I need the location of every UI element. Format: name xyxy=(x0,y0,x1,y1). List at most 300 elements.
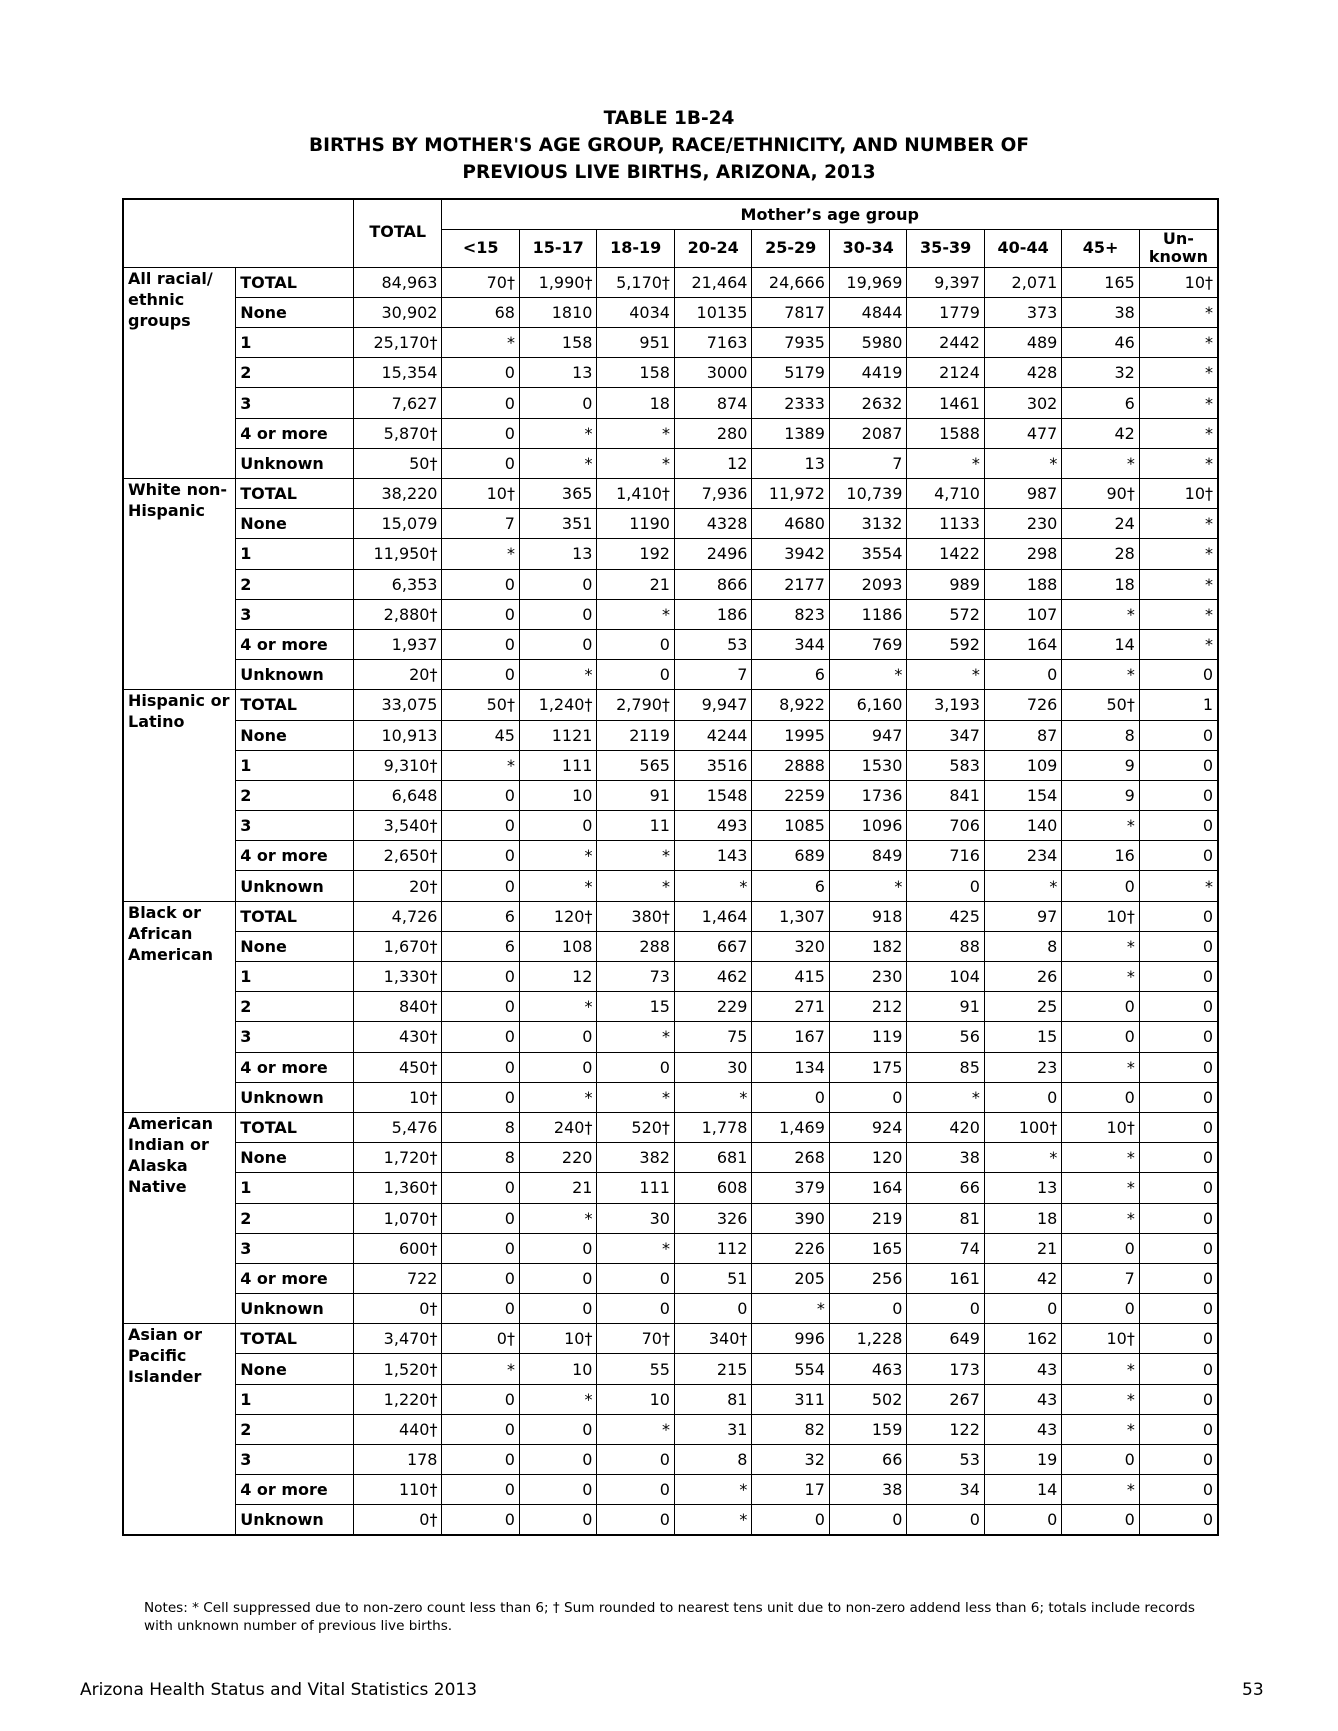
value-cell: * xyxy=(1062,1203,1139,1233)
table-notes: Notes: * Cell suppressed due to non-zero count less than 6; † Sum rounded to nearest tens unit due to non-zero addend less than 6; totals include records with unknown number of previous live births. xyxy=(144,1600,1195,1634)
total-cell: 1,330† xyxy=(353,962,442,992)
value-cell: 1,240† xyxy=(519,690,596,720)
value-cell: 38 xyxy=(907,1143,984,1173)
value-cell: 340† xyxy=(674,1324,751,1354)
value-cell: 0 xyxy=(442,1505,519,1535)
value-cell: * xyxy=(519,660,596,690)
value-cell: 18 xyxy=(597,388,674,418)
value-cell: 493 xyxy=(674,811,751,841)
value-cell: 1133 xyxy=(907,509,984,539)
value-cell: 0 xyxy=(442,660,519,690)
footer-publication: Arizona Health Status and Vital Statistics 2013 xyxy=(80,1680,478,1700)
total-cell: 10,913 xyxy=(353,720,442,750)
table-row xyxy=(123,871,1218,901)
value-cell: 463 xyxy=(829,1354,906,1384)
value-cell: 379 xyxy=(752,1173,829,1203)
total-cell: 38,220 xyxy=(353,479,442,509)
value-cell: 0 xyxy=(1139,901,1218,931)
row-label: 3 xyxy=(236,1022,354,1052)
table-row xyxy=(123,1294,1218,1324)
row-label: 1 xyxy=(236,962,354,992)
table-row xyxy=(123,811,1218,841)
value-cell: 326 xyxy=(674,1203,751,1233)
row-label: 4 or more xyxy=(236,1052,354,1082)
row-label: TOTAL xyxy=(236,1324,354,1354)
value-cell: 28 xyxy=(1062,539,1139,569)
value-cell: * xyxy=(597,871,674,901)
value-cell: * xyxy=(442,328,519,358)
value-cell: 70† xyxy=(597,1324,674,1354)
value-cell: 122 xyxy=(907,1414,984,1444)
value-cell: 0 xyxy=(519,1263,596,1293)
table-row xyxy=(123,1445,1218,1475)
value-cell: 0 xyxy=(1139,1414,1218,1444)
table-row xyxy=(123,750,1218,780)
row-label: 2 xyxy=(236,780,354,810)
value-cell: 0 xyxy=(1139,1324,1218,1354)
value-cell: 373 xyxy=(984,297,1061,327)
value-cell: 0 xyxy=(1062,1233,1139,1263)
race-group-label: White non-Hispanic xyxy=(123,479,236,690)
value-cell: 104 xyxy=(907,962,984,992)
table-row xyxy=(123,1233,1218,1263)
row-label: 3 xyxy=(236,811,354,841)
value-cell: 3000 xyxy=(674,358,751,388)
table-row xyxy=(123,660,1218,690)
table-row xyxy=(123,780,1218,810)
value-cell: * xyxy=(597,1233,674,1263)
value-cell: 0 xyxy=(1139,1082,1218,1112)
value-cell: 1736 xyxy=(829,780,906,810)
value-cell: * xyxy=(1139,328,1218,358)
value-cell: 12 xyxy=(674,448,751,478)
value-cell: 462 xyxy=(674,962,751,992)
value-cell: 73 xyxy=(597,962,674,992)
value-cell: 10 xyxy=(519,1354,596,1384)
value-cell: * xyxy=(519,871,596,901)
value-cell: 9,397 xyxy=(907,267,984,297)
value-cell: 91 xyxy=(597,780,674,810)
value-cell: 188 xyxy=(984,569,1061,599)
age-column-header: 30-34 xyxy=(829,229,906,267)
value-cell: 2177 xyxy=(752,569,829,599)
value-cell: 154 xyxy=(984,780,1061,810)
race-group-label: American Indian or Alaska Native xyxy=(123,1112,236,1323)
value-cell: 0 xyxy=(442,1233,519,1263)
title-line-3: PREVIOUS LIVE BIRTHS, ARIZONA, 2013 xyxy=(462,162,876,183)
row-label: None xyxy=(236,509,354,539)
table-row xyxy=(123,539,1218,569)
value-cell: 1,778 xyxy=(674,1112,751,1142)
value-cell: 2259 xyxy=(752,780,829,810)
value-cell: 1,464 xyxy=(674,901,751,931)
total-cell: 6,353 xyxy=(353,569,442,599)
value-cell: * xyxy=(984,448,1061,478)
value-cell: * xyxy=(1062,811,1139,841)
value-cell: 0† xyxy=(442,1324,519,1354)
header-total: TOTAL xyxy=(353,199,442,267)
value-cell: 18 xyxy=(1062,569,1139,599)
table-row xyxy=(123,1384,1218,1414)
value-cell: * xyxy=(1062,448,1139,478)
value-cell: 0 xyxy=(1062,871,1139,901)
total-cell: 4,726 xyxy=(353,901,442,931)
value-cell: 219 xyxy=(829,1203,906,1233)
value-cell: 9 xyxy=(1062,750,1139,780)
race-group-label: All racial/ ethnic groups xyxy=(123,267,236,478)
title-line-2: BIRTHS BY MOTHER'S AGE GROUP, RACE/ETHNICITY, AND NUMBER OF xyxy=(309,135,1029,156)
value-cell: 91 xyxy=(907,992,984,1022)
value-cell: 0 xyxy=(519,1294,596,1324)
value-cell: 583 xyxy=(907,750,984,780)
value-cell: 769 xyxy=(829,629,906,659)
total-cell: 600† xyxy=(353,1233,442,1263)
value-cell: 13 xyxy=(519,358,596,388)
value-cell: 0 xyxy=(442,1173,519,1203)
value-cell: 111 xyxy=(519,750,596,780)
value-cell: * xyxy=(907,1082,984,1112)
value-cell: * xyxy=(1139,418,1218,448)
value-cell: 16 xyxy=(1062,841,1139,871)
value-cell: 866 xyxy=(674,569,751,599)
total-cell: 9,310† xyxy=(353,750,442,780)
value-cell: 7 xyxy=(674,660,751,690)
value-cell: 51 xyxy=(674,1263,751,1293)
value-cell: 2093 xyxy=(829,569,906,599)
value-cell: 50† xyxy=(1062,690,1139,720)
total-cell: 10† xyxy=(353,1082,442,1112)
age-column-header: 40-44 xyxy=(984,229,1061,267)
row-label: TOTAL xyxy=(236,1112,354,1142)
table-row xyxy=(123,962,1218,992)
table-row xyxy=(123,841,1218,871)
total-cell: 1,670† xyxy=(353,931,442,961)
total-cell: 1,720† xyxy=(353,1143,442,1173)
table-row xyxy=(123,1505,1218,1535)
value-cell: 0 xyxy=(442,599,519,629)
value-cell: 1096 xyxy=(829,811,906,841)
value-cell: 0 xyxy=(519,1022,596,1052)
value-cell: 6 xyxy=(752,660,829,690)
table-row xyxy=(123,931,1218,961)
value-cell: 0 xyxy=(1139,1143,1218,1173)
value-cell: 0 xyxy=(1139,1445,1218,1475)
value-cell: 182 xyxy=(829,931,906,961)
value-cell: 7 xyxy=(1062,1263,1139,1293)
row-label: 1 xyxy=(236,750,354,780)
value-cell: 5179 xyxy=(752,358,829,388)
value-cell: 0 xyxy=(1062,1294,1139,1324)
value-cell: 5,170† xyxy=(597,267,674,297)
table-row xyxy=(123,1143,1218,1173)
value-cell: 4034 xyxy=(597,297,674,327)
value-cell: 649 xyxy=(907,1324,984,1354)
value-cell: 0 xyxy=(1062,1505,1139,1535)
value-cell: 256 xyxy=(829,1263,906,1293)
value-cell: 31 xyxy=(674,1414,751,1444)
value-cell: * xyxy=(597,448,674,478)
value-cell: * xyxy=(442,539,519,569)
value-cell: 165 xyxy=(1062,267,1139,297)
row-label: None xyxy=(236,720,354,750)
row-label: None xyxy=(236,931,354,961)
value-cell: 311 xyxy=(752,1384,829,1414)
total-cell: 50† xyxy=(353,448,442,478)
value-cell: 2119 xyxy=(597,720,674,750)
age-column-header: 25-29 xyxy=(752,229,829,267)
value-cell: * xyxy=(1062,660,1139,690)
value-cell: 0 xyxy=(519,1505,596,1535)
value-cell: 302 xyxy=(984,388,1061,418)
total-cell: 722 xyxy=(353,1263,442,1293)
table-row xyxy=(123,328,1218,358)
value-cell: 159 xyxy=(829,1414,906,1444)
value-cell: 215 xyxy=(674,1354,751,1384)
value-cell: 268 xyxy=(752,1143,829,1173)
value-cell: 19 xyxy=(984,1445,1061,1475)
value-cell: 1190 xyxy=(597,509,674,539)
total-cell: 3,540† xyxy=(353,811,442,841)
value-cell: 0 xyxy=(984,660,1061,690)
table-row xyxy=(123,358,1218,388)
value-cell: 0 xyxy=(1139,780,1218,810)
value-cell: 0 xyxy=(984,1294,1061,1324)
value-cell: 0 xyxy=(519,599,596,629)
value-cell: 220 xyxy=(519,1143,596,1173)
value-cell: 164 xyxy=(829,1173,906,1203)
value-cell: 0 xyxy=(752,1082,829,1112)
value-cell: * xyxy=(1062,599,1139,629)
value-cell: * xyxy=(674,1475,751,1505)
row-label: None xyxy=(236,297,354,327)
table-row xyxy=(123,1263,1218,1293)
total-cell: 0† xyxy=(353,1505,442,1535)
value-cell: 6 xyxy=(752,871,829,901)
value-cell: 26 xyxy=(984,962,1061,992)
value-cell: 0 xyxy=(597,1475,674,1505)
value-cell: 0 xyxy=(597,1505,674,1535)
value-cell: 111 xyxy=(597,1173,674,1203)
value-cell: * xyxy=(597,1022,674,1052)
total-cell: 15,079 xyxy=(353,509,442,539)
table-row xyxy=(123,1052,1218,1082)
value-cell: 4680 xyxy=(752,509,829,539)
value-cell: 0 xyxy=(1139,1022,1218,1052)
race-group-label: Hispanic or Latino xyxy=(123,690,236,901)
value-cell: 280 xyxy=(674,418,751,448)
total-cell: 5,476 xyxy=(353,1112,442,1142)
total-cell: 2,880† xyxy=(353,599,442,629)
value-cell: 1995 xyxy=(752,720,829,750)
value-cell: 192 xyxy=(597,539,674,569)
value-cell: 4328 xyxy=(674,509,751,539)
value-cell: 10† xyxy=(1139,267,1218,297)
value-cell: 0 xyxy=(1062,992,1139,1022)
value-cell: 165 xyxy=(829,1233,906,1263)
value-cell: 10† xyxy=(519,1324,596,1354)
value-cell: 989 xyxy=(907,569,984,599)
value-cell: 380† xyxy=(597,901,674,931)
value-cell: 8 xyxy=(1062,720,1139,750)
value-cell: 288 xyxy=(597,931,674,961)
header-age-group: Mother’s age group xyxy=(442,199,1218,229)
value-cell: 849 xyxy=(829,841,906,871)
value-cell: 13 xyxy=(519,539,596,569)
value-cell: * xyxy=(442,1354,519,1384)
value-cell: 66 xyxy=(907,1173,984,1203)
value-cell: 1530 xyxy=(829,750,906,780)
value-cell: 13 xyxy=(752,448,829,478)
value-cell: 38 xyxy=(1062,297,1139,327)
total-cell: 6,648 xyxy=(353,780,442,810)
value-cell: 8 xyxy=(984,931,1061,961)
row-label: Unknown xyxy=(236,1294,354,1324)
value-cell: 1,228 xyxy=(829,1324,906,1354)
value-cell: 0 xyxy=(442,1203,519,1233)
value-cell: 415 xyxy=(752,962,829,992)
value-cell: 1 xyxy=(1139,690,1218,720)
value-cell: * xyxy=(1062,1173,1139,1203)
value-cell: 918 xyxy=(829,901,906,931)
value-cell: * xyxy=(519,1384,596,1414)
value-cell: * xyxy=(442,750,519,780)
value-cell: 592 xyxy=(907,629,984,659)
value-cell: 726 xyxy=(984,690,1061,720)
total-cell: 20† xyxy=(353,660,442,690)
value-cell: 1779 xyxy=(907,297,984,327)
value-cell: 143 xyxy=(674,841,751,871)
total-cell: 0† xyxy=(353,1294,442,1324)
age-column-header: <15 xyxy=(442,229,519,267)
value-cell: 0 xyxy=(829,1294,906,1324)
value-cell: * xyxy=(674,1505,751,1535)
value-cell: 0 xyxy=(442,841,519,871)
value-cell: * xyxy=(1062,962,1139,992)
value-cell: 347 xyxy=(907,720,984,750)
value-cell: 10,739 xyxy=(829,479,906,509)
value-cell: 134 xyxy=(752,1052,829,1082)
total-cell: 20† xyxy=(353,871,442,901)
value-cell: 53 xyxy=(674,629,751,659)
age-column-header: 20-24 xyxy=(674,229,751,267)
value-cell: * xyxy=(1139,569,1218,599)
table-row xyxy=(123,992,1218,1022)
value-cell: 212 xyxy=(829,992,906,1022)
header-blank-cell xyxy=(123,199,353,267)
value-cell: 0 xyxy=(1139,750,1218,780)
value-cell: 0 xyxy=(1139,1263,1218,1293)
value-cell: * xyxy=(1062,1354,1139,1384)
value-cell: 1588 xyxy=(907,418,984,448)
row-label: 4 or more xyxy=(236,418,354,448)
value-cell: 7,936 xyxy=(674,479,751,509)
value-cell: 90† xyxy=(1062,479,1139,509)
value-cell: 108 xyxy=(519,931,596,961)
total-cell: 30,902 xyxy=(353,297,442,327)
value-cell: 951 xyxy=(597,328,674,358)
value-cell: 716 xyxy=(907,841,984,871)
value-cell: 0 xyxy=(1062,1082,1139,1112)
value-cell: 107 xyxy=(984,599,1061,629)
value-cell: 81 xyxy=(907,1203,984,1233)
table-row xyxy=(123,267,1218,297)
value-cell: * xyxy=(597,599,674,629)
row-label: 4 or more xyxy=(236,841,354,871)
table-row xyxy=(123,569,1218,599)
value-cell: 0 xyxy=(1139,1475,1218,1505)
value-cell: 230 xyxy=(984,509,1061,539)
row-label: 1 xyxy=(236,328,354,358)
value-cell: * xyxy=(519,418,596,448)
row-label: 2 xyxy=(236,1414,354,1444)
row-label: Unknown xyxy=(236,1082,354,1112)
value-cell: 7817 xyxy=(752,297,829,327)
table-row xyxy=(123,1203,1218,1233)
value-cell: 0 xyxy=(1139,660,1218,690)
row-label: None xyxy=(236,1354,354,1384)
value-cell: 1,410† xyxy=(597,479,674,509)
table-row xyxy=(123,901,1218,931)
value-cell: 55 xyxy=(597,1354,674,1384)
table-row xyxy=(123,599,1218,629)
value-cell: 4419 xyxy=(829,358,906,388)
value-cell: 53 xyxy=(907,1445,984,1475)
value-cell: 520† xyxy=(597,1112,674,1142)
value-cell: 2632 xyxy=(829,388,906,418)
value-cell: 298 xyxy=(984,539,1061,569)
value-cell: 0 xyxy=(597,660,674,690)
value-cell: 10 xyxy=(519,780,596,810)
value-cell: 230 xyxy=(829,962,906,992)
value-cell: 0 xyxy=(519,1233,596,1263)
value-cell: * xyxy=(597,841,674,871)
value-cell: * xyxy=(1062,1143,1139,1173)
age-column-header: 18-19 xyxy=(597,229,674,267)
value-cell: 81 xyxy=(674,1384,751,1414)
race-group-label: Asian or Pacific Islander xyxy=(123,1324,236,1535)
value-cell: 164 xyxy=(984,629,1061,659)
value-cell: * xyxy=(597,1414,674,1444)
value-cell: 43 xyxy=(984,1414,1061,1444)
value-cell: 87 xyxy=(984,720,1061,750)
table-row xyxy=(123,388,1218,418)
value-cell: 0 xyxy=(597,1445,674,1475)
total-cell: 840† xyxy=(353,992,442,1022)
value-cell: 267 xyxy=(907,1384,984,1414)
value-cell: 97 xyxy=(984,901,1061,931)
value-cell: 489 xyxy=(984,328,1061,358)
value-cell: 226 xyxy=(752,1233,829,1263)
value-cell: 689 xyxy=(752,841,829,871)
row-label: 2 xyxy=(236,1203,354,1233)
value-cell: 18 xyxy=(984,1203,1061,1233)
value-cell: * xyxy=(829,660,906,690)
row-label: 1 xyxy=(236,539,354,569)
header-row-1 xyxy=(123,199,1218,229)
value-cell: 0 xyxy=(829,1505,906,1535)
value-cell: 0 xyxy=(442,1294,519,1324)
value-cell: 234 xyxy=(984,841,1061,871)
row-label: 1 xyxy=(236,1173,354,1203)
value-cell: 420 xyxy=(907,1112,984,1142)
value-cell: 0 xyxy=(1139,1233,1218,1263)
value-cell: 2442 xyxy=(907,328,984,358)
table-row xyxy=(123,1414,1218,1444)
total-cell: 33,075 xyxy=(353,690,442,720)
value-cell: 10† xyxy=(1062,901,1139,931)
value-cell: * xyxy=(1139,599,1218,629)
value-cell: 173 xyxy=(907,1354,984,1384)
